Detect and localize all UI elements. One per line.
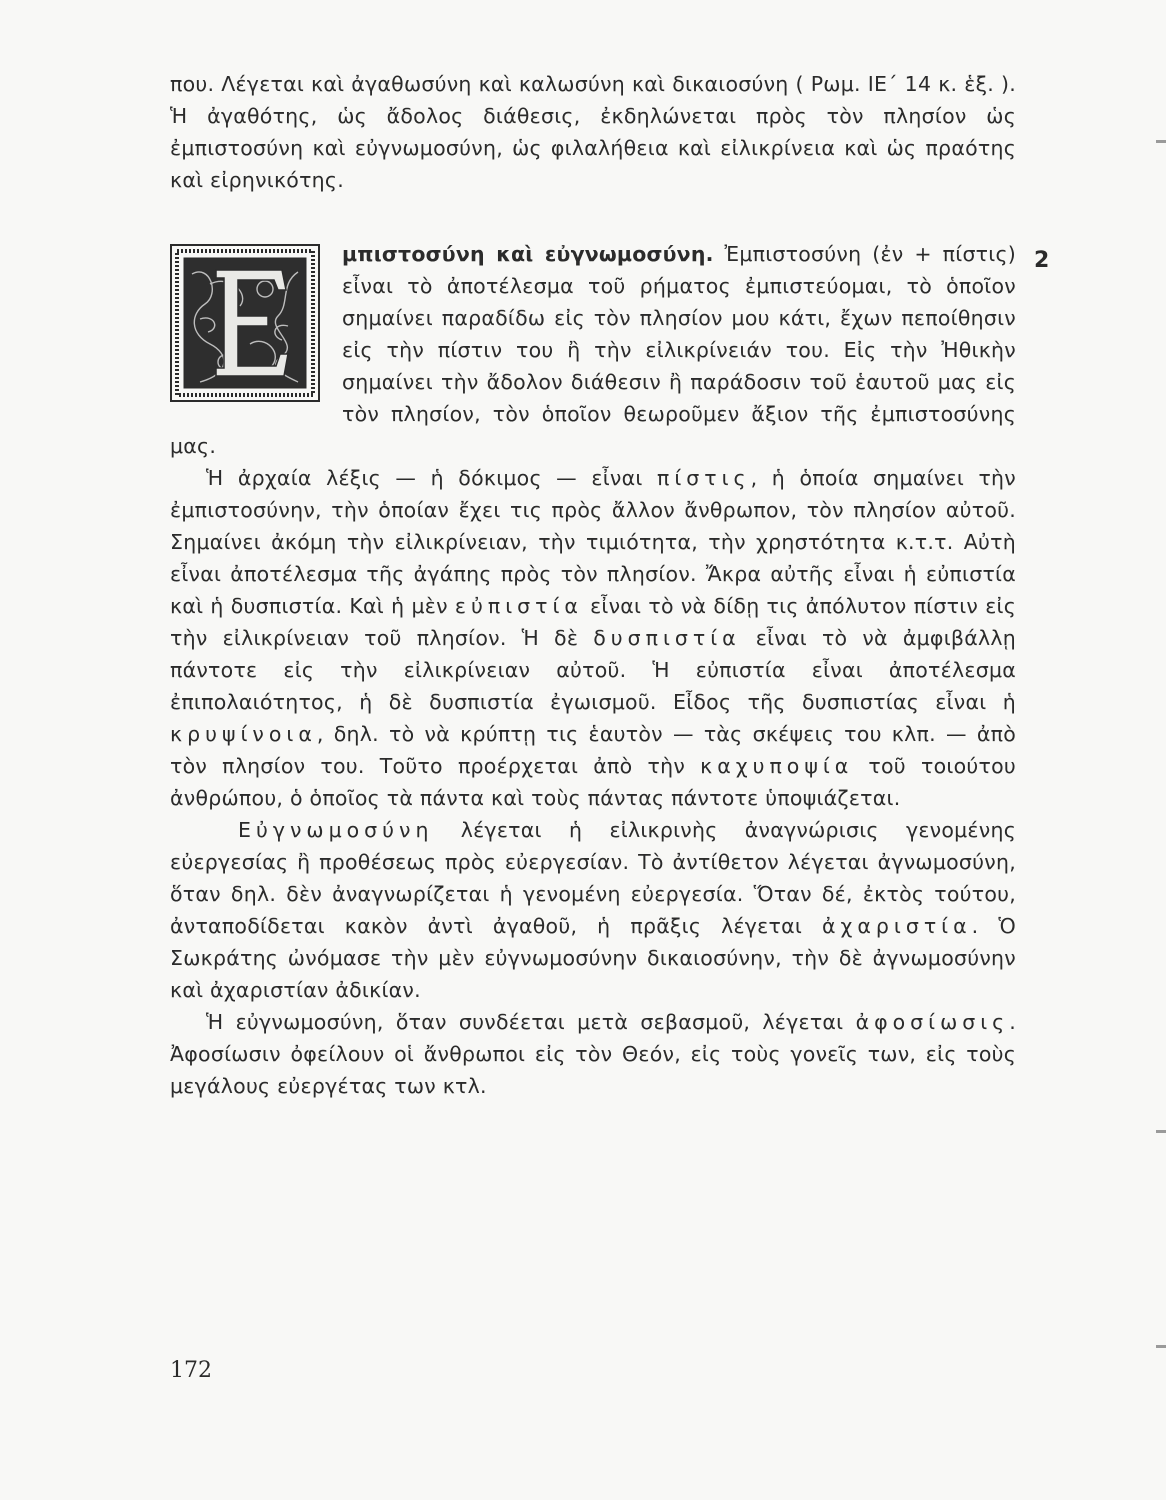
intro-line-2: ( Ρωμ. ΙΕ΄ 14 κ. ἑξ. ). Ἡ ἀγαθότης, ὡς ἄδολος διάθεσις, ἐκδηλώνεται πρὸς τὸν πλησίον ὡς ἐμπιστοσύνη καὶ εὐγνωμοσύνη, ὡς φιλαλήθεια καὶ εἰλικρίνεια καὶ ὡς πραότης καὶ εἰρηνικότης. — [170, 72, 1016, 192]
spaced-term: ἀφοσίωσις — [855, 1010, 1010, 1034]
text-run: . Ἀφοσίωσιν ὀφείλουν οἱ ἄνθρωποι εἰς τὸν Θεόν, εἰς τοὺς γονεῖς των, εἰς τοὺς μεγάλους εὐεργέτας των κτλ. — [170, 1010, 1016, 1098]
spaced-term: καχυποψία — [700, 754, 854, 778]
section-text: Ἐμπιστοσύνη (ἐν + πίστις) εἶναι τὸ ἀποτέλεσμα τοῦ ρήματος ἐμπιστεύομαι, τὸ ὁποῖον σημαίνει παραδίδω εἰς τὸν πλησίον μου κάτι, ἔχων πεποίθησιν εἰς τὴν πίστιν του ἢ τὴν εἰλικρίνειάν του. Εἰς τὴν Ἠθικὴν σημαίνει τὴν ἄδολον διάθεσιν ἢ παράδοσιν τοῦ ἑαυτοῦ μας εἰς τὸν πλησίον, τὸν ὁποῖον θεωροῦμεν ἄξιον τῆς ἐμπιστοσύνης μας. — [170, 242, 1016, 458]
intro-line-1: που. Λέγεται καὶ ἀγαθωσύνη καὶ καλωσύνη καὶ δικαιοσύνη — [170, 72, 789, 96]
paragraph-eugnomosyne — [170, 814, 1016, 1006]
text-run: εἶναι τὸ νὰ δίδῃ τις ἀπόλυτον πίστιν εἰς τὴν εἰλικρίνειαν τοῦ πλησίον. Ἡ δὲ — [170, 594, 1016, 650]
spaced-term: πίστις — [657, 466, 751, 490]
text-run: τοῦ τοιούτου ἀνθρώπου, ὁ ὁποῖος τὰ πάντα καὶ τοὺς πάντας πάντοτε ὑποψιάζεται. — [170, 754, 1016, 810]
edge-mark — [1156, 1345, 1166, 1348]
section-heading: μπιστοσύνη καὶ εὐγνωμοσύνη. — [342, 242, 714, 266]
dropcap-ornament — [170, 244, 320, 402]
section-paragraph — [170, 238, 1016, 462]
text-run: , ἡ ὁποία σημαίνει τὴν ἐμπιστοσύνην, τὴν ὁποίαν ἔχει τις πρὸς ἄλλον ἄνθρωπον, τὸν πλησίον αὐτοῦ. Σημαίνει ἀκόμη τὴν εἰλικρίνειαν, τὴν τιμιότητα, τὴν χρηστότητα κ.τ.τ. Αὐτὴ εἶναι ἀποτέλεσμα τῆς ἀγάπης πρὸς τὸν πλησίον. Ἄκρα αὐτῆς εἶναι ἡ εὐπιστία καὶ ἡ δυσπιστία. Καὶ ἡ μὲν — [170, 466, 1016, 618]
text-run: Ἡ ἀρχαία λέξις — ἡ δόκιμος — εἶναι — [206, 466, 643, 490]
page-number: 172 — [170, 1358, 212, 1383]
edge-mark — [1156, 1130, 1166, 1133]
paragraph-pistis — [170, 462, 1016, 814]
spaced-term: δυσπιστία — [593, 626, 741, 650]
text-run: εἶναι τὸ νὰ ἀμφιβάλλῃ πάντοτε εἰς τὴν εἰλικρίνειαν αὐτοῦ. Ἡ εὐπιστία εἶναι ἀποτέλεσμα ἐπιπολαιότητος, ἡ δὲ δυσπιστία ἐγωισμοῦ. Εἶδος τῆς δυσπιστίας εἶναι ἡ — [170, 626, 1016, 714]
spaced-term: Εὐγνωμοσύνη — [238, 818, 434, 842]
spaced-term: κρυψίνοια — [170, 722, 317, 746]
intro-paragraph — [170, 68, 1016, 196]
text-run: Ἡ εὐγνωμοσύνη, ὅταν συνδέεται μετὰ σεβασμοῦ, λέγεται — [206, 1010, 844, 1034]
ornamental-initial-icon — [170, 244, 320, 402]
edge-mark — [1156, 140, 1166, 143]
paragraph-afosiosis — [170, 1006, 1016, 1102]
text-run: λέγεται ἡ εἰλικρινὴς ἀναγνώρισις γενομένης εὐεργεσίας ἢ προθέσεως πρὸς εὐεργεσίαν. Τὸ ἀντίθετον λέγεται ἀγνωμοσύνη, ὅταν δηλ. δὲν ἀναγνωρίζεται ἡ γενομένη εὐεργεσία. Ὅταν δέ, ἐκτὸς τούτου, ἀνταποδίδεται κακὸν ἀντὶ ἀγαθοῦ, ἡ πρᾶξις λέγεται — [170, 818, 1016, 938]
spaced-term: εὐπιστία — [454, 594, 583, 618]
text-run: , δηλ. τὸ νὰ κρύπτῃ τις ἑαυτὸν — τὰς σκέψεις του κλπ. — ἀπὸ τὸν πλησίον του. Τοῦτο προέρχεται ἀπὸ τὴν — [170, 722, 1016, 778]
text-run: . Ὁ Σωκράτης ὠνόμασε τὴν μὲν εὐγνωμοσύνην δικαιοσύνην, τὴν δὲ ἀγνωμοσύνην καὶ ἀχαριστίαν ἀδικίαν. — [170, 914, 1016, 1002]
spaced-term: ἀχαριστία — [822, 914, 972, 938]
page-text — [170, 68, 1016, 1102]
section-number: 2 — [1034, 248, 1050, 273]
